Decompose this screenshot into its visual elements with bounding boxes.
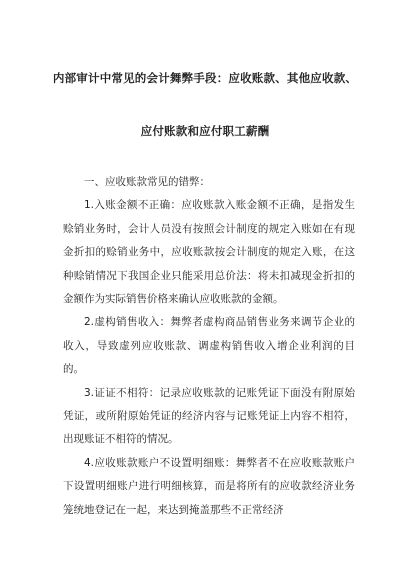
section-heading: 一、应收账款常见的错弊：	[84, 176, 210, 188]
document-title-line-1: 内部审计中常见的会计舞弊手段：应收账款、其他应收款、	[52, 71, 358, 85]
document-body	[63, 171, 355, 522]
paragraph: 2.虚构销售收入：舞弊者虚构商品销售业务来调节企业的收入，导致虚列应收账款、调虚构销售收入增企业利润的目的。	[63, 316, 355, 376]
paragraph: 1.入账金额不正确：应收账款入账金额不正确，是指发生赊销业务时，会计人员没有按照会计制度的规定入账如在有现金折扣的赊销业务中，应收账款按会计制度的规定入账，在这种赊销情况下我国企业只能采用总价法：将未扣减现金折扣的金额作为实际销售价格来确认应收账款的金额。	[63, 199, 355, 306]
paragraph: 3.证证不相符：记录应收账款的记账凭证下面没有附原始凭证，或所附原始凭证的经济内容与记账凭证上内容不相符，出现账证不相符的情况。	[63, 386, 355, 446]
paragraph: 4.应收账款账户不设置明细账：舞弊者不在应收账款账户下设置明细账户进行明细核算，而是将所有的应收款经济业务笼统地登记在一起，来达到掩盖那些不正常经济	[63, 456, 355, 516]
document-title-line-2: 应付账款和应付职工薪酬	[140, 124, 270, 138]
